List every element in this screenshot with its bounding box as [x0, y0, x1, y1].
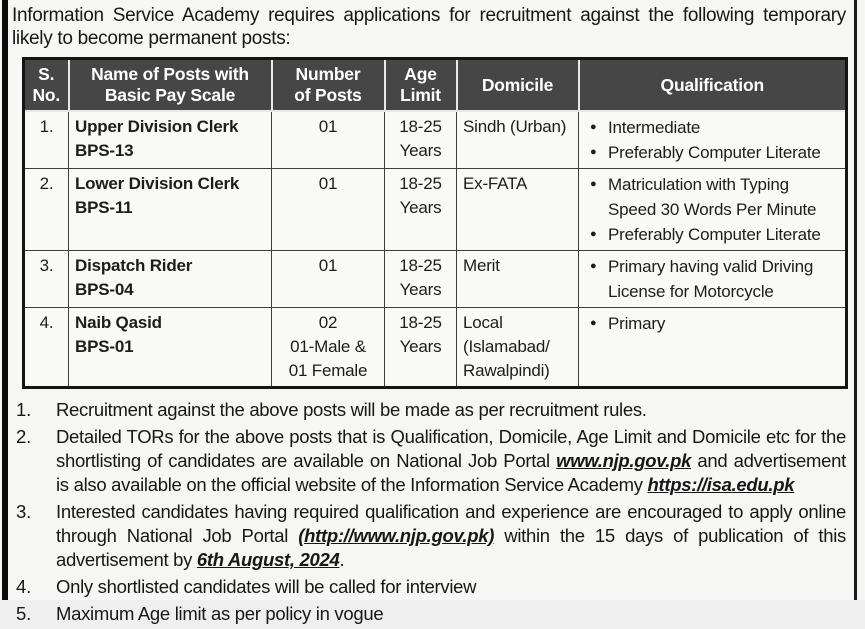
note-item: [14, 425, 848, 497]
column-header-post: Name of Posts with Basic Pay Scale: [69, 59, 272, 112]
note-text: [56, 575, 848, 599]
note-text: [56, 398, 848, 422]
cell-qualification: [579, 169, 847, 251]
column-header-number: Number of Posts: [272, 59, 385, 112]
note-number: 2.: [16, 426, 32, 447]
cell-domicile: Ex-FATA: [457, 169, 579, 251]
cell-number-of-posts: 01: [272, 111, 385, 169]
njp-portal-link: www.njp.gov.pk: [556, 450, 692, 471]
cell-number-of-posts: 02 01-Male & 01 Female: [272, 308, 385, 388]
cell-domicile: Merit: [457, 251, 579, 308]
cell-age-limit: 18-25 Years: [385, 251, 457, 308]
cell-serial-number: 3.: [24, 251, 69, 308]
column-header-sno: S. No.: [24, 59, 69, 112]
note-text-segment: Maximum Age limit as per policy in vogue: [56, 603, 384, 624]
advertisement-content: [12, 0, 850, 629]
table-row: [24, 251, 847, 308]
posts-table: [22, 57, 848, 389]
cell-age-limit: 18-25 Years: [385, 111, 457, 169]
deadline-date: 6th August, 2024: [196, 549, 340, 570]
qualification-bullet-list: [585, 172, 839, 247]
cell-post-name: Upper Division Clerk BPS-13: [69, 111, 272, 169]
right-border-line: [854, 0, 857, 600]
note-text: [56, 425, 848, 497]
qualification-bullet-list: [585, 115, 839, 165]
cell-number-of-posts: 01: [272, 251, 385, 308]
cell-age-limit: 18-25 Years: [385, 169, 457, 251]
intro-text: Information Service Academy requires applications for recruitment against the following temporary likely to become permanent posts:: [12, 5, 846, 49]
cell-qualification: [579, 111, 847, 169]
note-item: [14, 398, 848, 422]
cell-age-limit: 18-25 Years: [385, 308, 457, 388]
cell-domicile: Sindh (Urban): [457, 111, 579, 169]
table-row: [24, 169, 847, 251]
njp-portal-link-apply: (http://www.njp.gov.pk): [298, 525, 495, 546]
note-text-segment: Recruitment against the above posts will be made as per recruitment rules.: [56, 399, 647, 420]
note-text-segment: .: [339, 549, 345, 570]
note-number: 3.: [16, 501, 32, 522]
note-text-segment: Only shortlisted candidates will be called for interview: [56, 576, 477, 597]
cell-serial-number: 1.: [24, 111, 69, 169]
cell-domicile: Local (Islamabad/ Rawalpindi): [457, 308, 579, 388]
cell-post-name: Lower Division Clerk BPS-11: [69, 169, 272, 251]
note-text-segment: Interested candidates having required qualification and experience are encouraged to apply online through National Job Portal: [56, 501, 846, 546]
note-number: 4.: [16, 576, 32, 597]
qualification-bullet-list: [585, 254, 839, 304]
note-text-segment: within the 15 days of publication of this advertisement by: [56, 525, 846, 570]
note-text: [56, 500, 848, 572]
column-header-domicile: Domicile: [457, 59, 579, 112]
qualification-bullet: ● Primary: [585, 311, 839, 336]
left-border-bar: [2, 0, 8, 600]
note-text-segment: and advertisement is also available on the official website of the Information Service Academy: [56, 450, 846, 495]
table-row: [24, 111, 847, 169]
note-item: [14, 602, 848, 626]
note-number: 5.: [16, 603, 32, 624]
table-row: [24, 308, 847, 388]
column-header-age: Age Limit: [385, 59, 457, 112]
note-text-segment: Detailed TORs for the above posts that is Qualification, Domicile, Age Limit and Domicile etc for the shortlisting of candidates are available on National Job Portal: [56, 426, 846, 471]
cell-number-of-posts: 01: [272, 169, 385, 251]
note-item: [14, 575, 848, 599]
isa-website-link: https://isa.edu.pk: [647, 474, 795, 495]
cell-serial-number: 2.: [24, 169, 69, 251]
qualification-bullet: ● Preferably Computer Literate: [585, 140, 839, 165]
qualification-bullet-list: [585, 311, 839, 336]
qualification-bullet: ● Preferably Computer Literate: [585, 222, 839, 247]
note-text: [56, 602, 848, 626]
qualification-bullet: ● Intermediate: [585, 115, 839, 140]
cell-qualification: [579, 251, 847, 308]
column-header-qualification: Qualification: [579, 59, 847, 112]
cell-post-name: Naib Qasid BPS-01: [69, 308, 272, 388]
table-header-row: [24, 59, 847, 112]
qualification-bullet: ● Matriculation with Typing Speed 30 Words Per Minute: [585, 172, 839, 222]
cell-qualification: [579, 308, 847, 388]
cell-post-name: Dispatch Rider BPS-04: [69, 251, 272, 308]
note-item: [14, 500, 848, 572]
cell-serial-number: 4.: [24, 308, 69, 388]
qualification-bullet: ● Primary having valid Driving License for Motorcycle: [585, 254, 839, 304]
note-number: 1.: [16, 399, 32, 420]
notes-list: [14, 398, 848, 626]
